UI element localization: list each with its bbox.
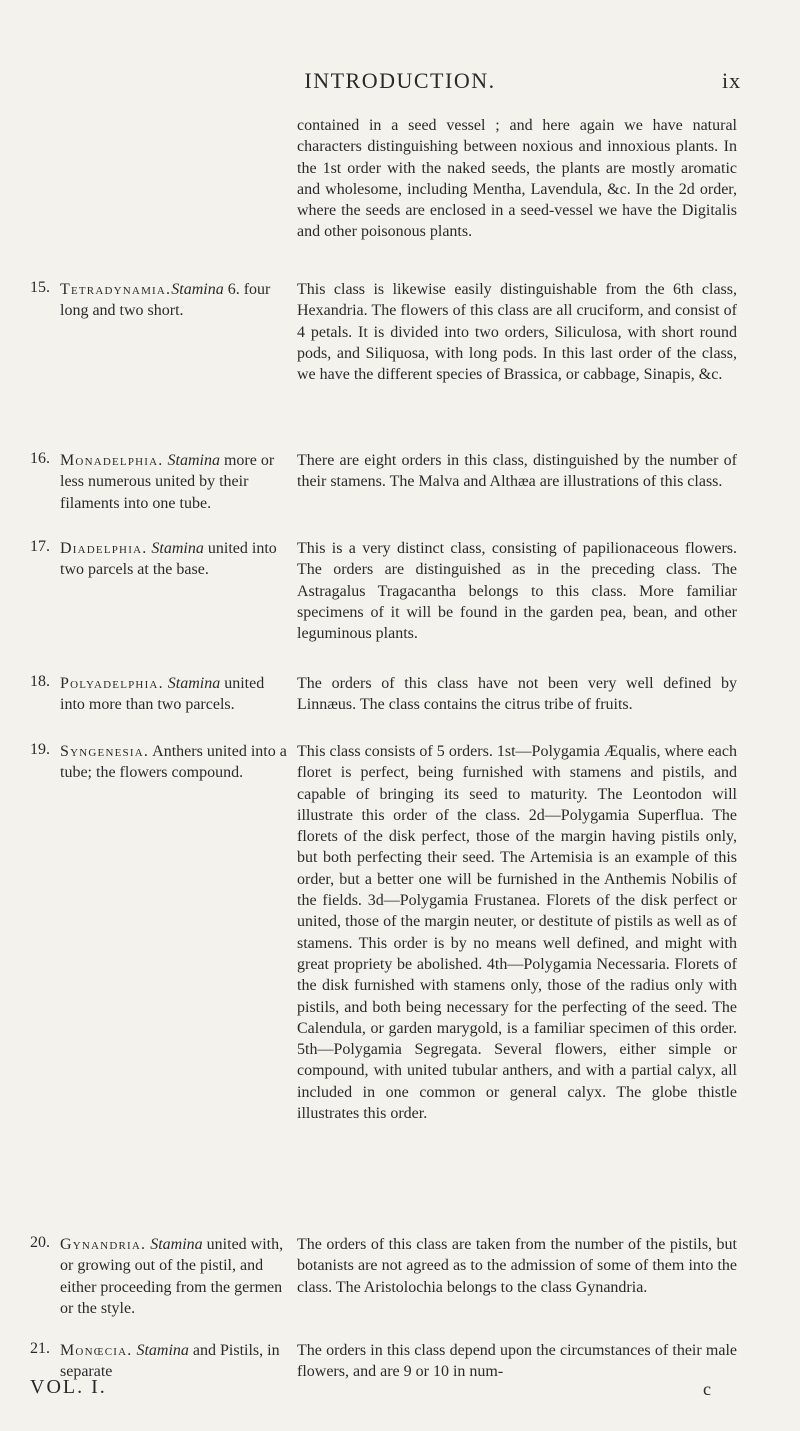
class-commentary: This class consists of 5 orders. 1st—Polygamia Æqualis, where each floret is perfect, being furnished with stamens and pistils, and capable of bringing its seed to maturity. The Leontodon will illustrate this order of the class. 2d—Polygamia Superflua. The florets of the disk perfect, those of the margin having pistils only, but both perfecting their seed. The Artemisia is an example of this order, but a better one will be furnished in the Anthemis Nobilis of the fields. 3d—Polygamia Frustanea. Florets of the disk perfect or united, those of the margin neuter, or destitute of pistils as well as of stamens. This order is by no means well defined, and might with great propriety be abolished. 4th—Polygamia Necessaria. Florets of the disk furnished with stamens only, those of the radius only with pistils, and both being necessary for the perfecting of the seed. The Calendula, or garden marygold, is a familiar specimen of this order. 5th—Polygamia Segregata. Several flowers, either simple or compound, with united tubular anthers, and with a partial calyx, all included in one common or general calyx. The globe thistle illustrates this order. [297,743,737,1123]
stamina-label: Stamina [136,1342,189,1359]
class-commentary: The orders in this class depend upon the circumstances of their male flowers, and are 9 or 10 in num- [297,1342,737,1381]
class-definition [60,538,292,581]
class-description: more or less numerous united by their filaments into one tube. [60,452,275,512]
class-name: Monœcia. [60,1342,133,1359]
stamina-label: Stamina [151,540,204,557]
class-description: 6. four long and two short. [60,281,271,320]
class-definition [60,279,292,322]
class-name: Syngenesia. [60,743,150,760]
class-definition [60,673,292,716]
class-commentary: This is a very distinct class, consisting of papilionaceous flowers. The orders are distinguished as in the preceding class. The Astragalus Tragacantha belongs to this class. More familiar specimens of it will be found in the garden pea, bean, and other leguminous plants. [297,540,737,643]
page-header [0,68,800,98]
class-number: 18. [30,673,50,690]
class-description: and Pistils, in separate [60,1342,280,1381]
class-definition [60,1234,292,1319]
class-number: 17. [30,538,50,555]
class-description: Anthers united into a tube; the flowers compound. [60,743,287,782]
volume-label: VOL. I. [30,1376,107,1398]
running-title: INTRODUCTION. [304,68,496,93]
class-commentary: The orders of this class have not been very well defined by Linnæus. The class contains the citrus tribe of fruits. [297,675,737,714]
stamina-label: Stamina [150,1236,203,1253]
class-number: 20. [30,1234,50,1251]
class-number: 19. [30,741,50,758]
intro-paragraph: contained in a seed vessel ; and here again we have natural characters distinguishing between noxious and innoxious plants. In the 1st order with the naked seeds, the plants are mostly aromatic and wholesome, including Mentha, Lavendula, &c. In the 2d order, where the seeds are enclosed in a seed-vessel we have the Digitalis and other poisonous plants. [297,117,737,241]
stamina-label: Stamina [167,452,220,469]
class-description: united into two parcels at the base. [60,540,277,579]
class-commentary: The orders of this class are taken from the number of the pistils, but botanists are not agreed as to the admission of some of them into the class. The Aristolochia belongs to the class Gynandria. [297,1236,737,1296]
class-commentary: There are eight orders in this class, distinguished by the number of their stamens. The Malva and Althæa are illustrations of this class. [297,452,737,491]
stamina-label: Stamina [167,675,221,692]
class-description: united into more than two parcels. [60,675,265,714]
class-commentary: This class is likewise easily distinguishable from the 6th class, Hexandria. The flowers of this class are all cruciform, and consist of 4 petals. It is divided into two orders, Siliculosa, with short round pods, and Siliquosa, with long pods. In this last order of the class, we have the different species of Brassica, or cabbage, Sinapis, &c. [297,281,737,384]
class-name: Tetradynamia. [60,281,172,298]
class-name: Gynandria. [60,1236,147,1253]
stamina-label: Stamina [171,281,224,298]
page-number: ix [722,68,742,93]
class-number: 21. [30,1340,50,1357]
class-name: Diadelphia. [60,540,148,557]
class-description: united with, or growing out of the pistil, and either proceeding from the germen or the style. [60,1236,284,1317]
class-definition [60,450,292,514]
class-number: 16. [30,450,50,467]
class-definition [60,741,292,784]
class-name: Monadelphia. [60,452,164,469]
signature-mark: c [703,1379,711,1399]
class-name: Polyadelphia. [60,675,164,692]
class-number: 15. [30,279,50,296]
